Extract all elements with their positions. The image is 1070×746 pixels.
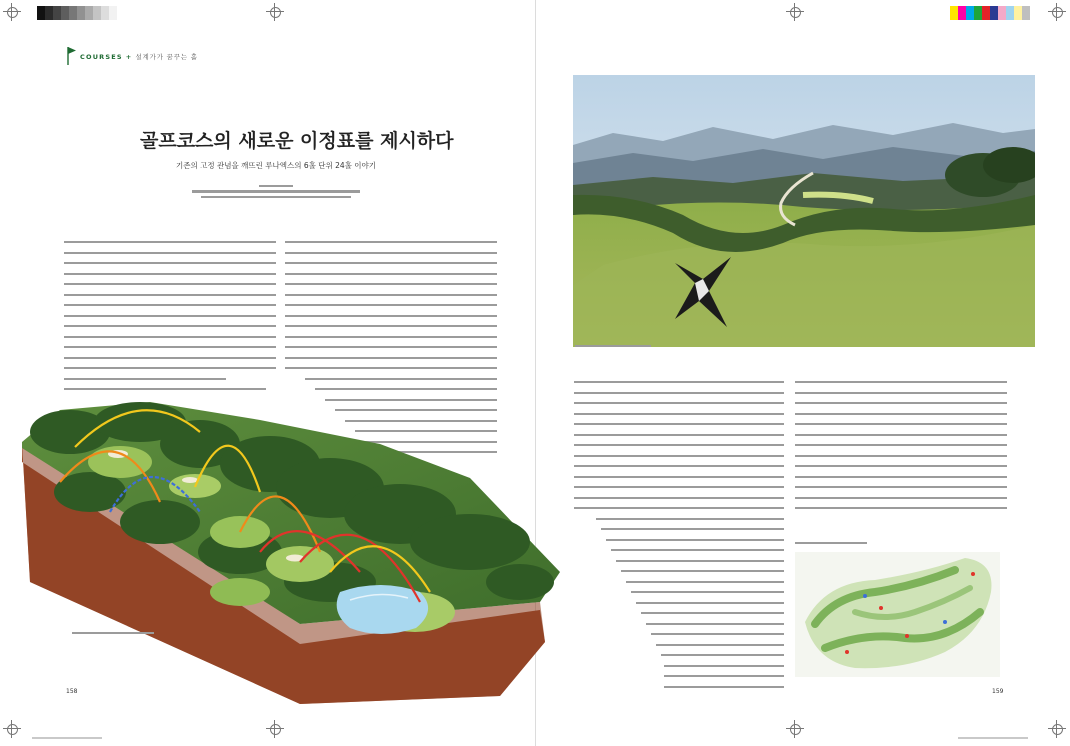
text-line [574, 413, 784, 415]
author-byline [140, 185, 412, 198]
print-footer-left [32, 737, 102, 739]
color-calibration-bar-left [37, 6, 117, 20]
article-title: 골프코스의 새로운 이정표를 제시하다 [140, 130, 454, 152]
section-subtitle: 설계가가 꿈꾸는 홀 [135, 53, 198, 61]
crop-mark-top-right-center [786, 3, 804, 21]
text-line [795, 455, 1007, 457]
text-line [661, 654, 784, 656]
text-line [285, 346, 497, 348]
text-line [64, 273, 276, 275]
course-map [795, 552, 1000, 677]
text-line [795, 402, 1007, 404]
text-line [651, 633, 784, 635]
color-calibration-bar-right [950, 6, 1030, 20]
print-footer-right [958, 737, 1028, 739]
text-line [64, 325, 276, 327]
text-line [626, 581, 784, 583]
text-line [631, 591, 784, 593]
text-line [64, 241, 276, 243]
section-separator: + [125, 53, 133, 61]
crop-mark-top-right [1048, 3, 1066, 21]
text-line [574, 434, 784, 436]
crop-mark-bottom-right-center [786, 720, 804, 738]
text-line [795, 423, 1007, 425]
text-line [574, 455, 784, 457]
text-line [64, 283, 276, 285]
text-line [285, 294, 497, 296]
text-line [64, 367, 276, 369]
text-line [664, 665, 784, 667]
text-line [285, 325, 497, 327]
text-line [64, 262, 276, 264]
crop-mark-bottom-right [1048, 720, 1066, 738]
text-line [636, 602, 784, 604]
text-line [795, 413, 1007, 415]
text-line [64, 388, 266, 390]
text-line [795, 434, 1007, 436]
course-terrain-illustration [0, 392, 570, 722]
text-line [795, 476, 1007, 478]
text-line [664, 686, 784, 688]
text-line [285, 304, 497, 306]
section-header [80, 52, 198, 61]
text-line [574, 444, 784, 446]
text-line [574, 465, 784, 467]
crop-mark-top-center [266, 3, 284, 21]
text-line [621, 570, 784, 572]
text-line [795, 444, 1007, 446]
text-line [795, 486, 1007, 488]
text-line [574, 476, 784, 478]
page-number-right: 159 [992, 688, 1004, 695]
text-line [611, 549, 784, 551]
text-line [64, 357, 276, 359]
text-line [656, 644, 784, 646]
text-line [574, 486, 784, 488]
text-line [64, 378, 226, 380]
text-line [285, 357, 497, 359]
text-line [285, 241, 497, 243]
crop-mark-bottom-left [3, 720, 21, 738]
text-line [646, 623, 784, 625]
text-line [64, 315, 276, 317]
course-map-caption [795, 542, 867, 544]
text-line [64, 346, 276, 348]
text-line [285, 367, 497, 369]
text-line [285, 252, 497, 254]
section-name: COURSES [80, 53, 123, 61]
text-line [616, 560, 784, 562]
text-line [795, 381, 1007, 383]
text-line [64, 304, 276, 306]
text-line [664, 675, 784, 677]
text-line [315, 388, 497, 390]
text-line [795, 497, 1007, 499]
photo-caption-aerial [575, 345, 651, 347]
text-line [574, 402, 784, 404]
text-line [285, 283, 497, 285]
text-line [641, 612, 784, 614]
text-line [285, 262, 497, 264]
crop-mark-bottom-center [266, 720, 284, 738]
text-line [285, 315, 497, 317]
text-line [601, 528, 784, 530]
text-line [795, 507, 1007, 509]
illustration-caption [72, 632, 154, 634]
text-line [574, 507, 784, 509]
text-line [795, 392, 1007, 394]
crop-mark-top-left [3, 3, 21, 21]
flag-icon [66, 47, 76, 65]
text-line [574, 497, 784, 499]
text-line [64, 252, 276, 254]
text-line [574, 392, 784, 394]
text-line [285, 336, 497, 338]
text-line [305, 378, 497, 380]
page-number-left: 158 [66, 688, 78, 695]
text-line [795, 465, 1007, 467]
text-line [596, 518, 784, 520]
article-subtitle: 기존의 고정 관념을 깨뜨린 루나엑스의 6홀 단위 24홀 이야기 [175, 161, 377, 170]
aerial-course-photo [573, 75, 1035, 347]
text-line [285, 273, 497, 275]
text-line [574, 381, 784, 383]
text-line [574, 423, 784, 425]
text-line [64, 336, 276, 338]
text-line [606, 539, 784, 541]
text-line [64, 294, 276, 296]
